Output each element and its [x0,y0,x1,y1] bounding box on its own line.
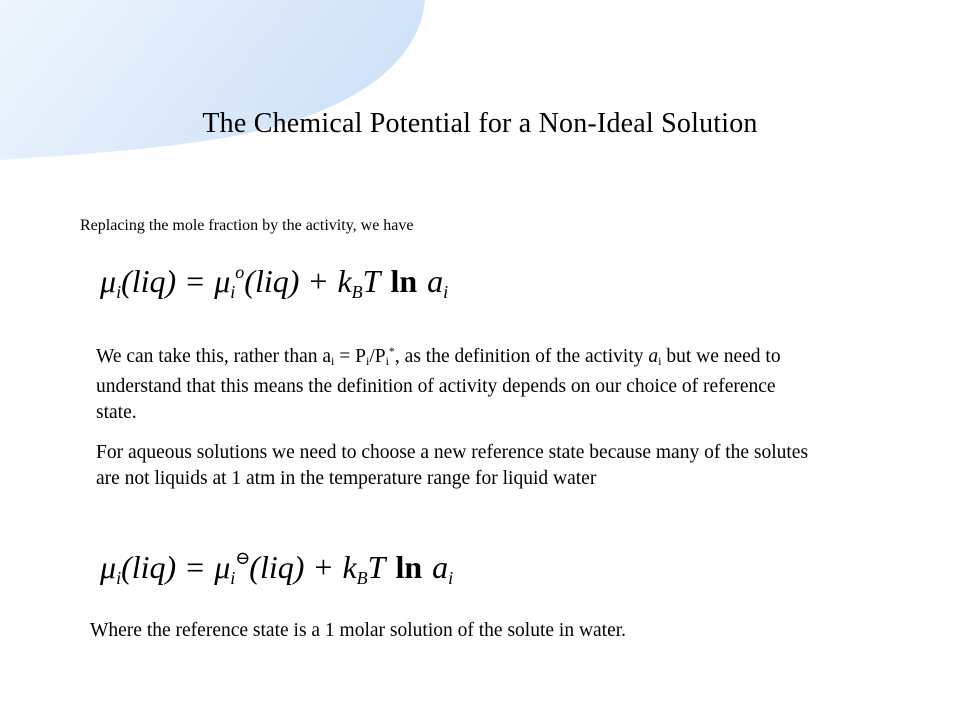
subscript-i: i [116,568,122,588]
subscript-i: i [116,282,122,302]
equation-chemical-potential-standard [100,262,448,303]
subscript-i: i [230,282,236,302]
p1-text-4: , as the definition of the activity [394,346,649,367]
subscript-b: B [356,568,368,588]
paragraph-activity-definition [96,338,816,426]
liq-term: (liq) [249,549,305,585]
plimsoll-superscript: ⊖ [235,548,251,568]
liq-term: (liq) [244,263,300,299]
boltzmann-k: k [342,549,357,585]
temperature-t: T [362,263,381,299]
subscript-i: i [443,282,449,302]
ln-operator: ln [395,549,423,585]
p1-text-3: /P [369,346,386,367]
p1-text-5: but we need to understand that this means the definition of activity depends on our choice of reference state. [96,346,781,423]
subscript-i: i [448,568,454,588]
equals-sign: = [186,549,205,585]
activity-a: a [427,263,444,299]
liq-term: (liq) [121,549,177,585]
equals-sign: = [186,263,205,299]
paragraph-aqueous-reference: For aqueous solutions we need to choose a new reference state because many of the solutes are not liquids at 1 atm in the temperature range for liquid water [96,442,809,489]
plus-sign: + [309,263,328,299]
slide-title: The Chemical Potential for a Non-Ideal Solution [202,108,758,139]
mu-symbol: μ [100,549,117,585]
activity-a: a [432,549,449,585]
mu-symbol: μ [100,263,117,299]
intro-text: Replacing the mole fraction by the activity, we have [80,217,414,234]
p1-text-1: We can take this, rather than a [96,346,332,367]
subscript-b: B [351,282,363,302]
ln-operator: ln [390,263,418,299]
p1-sub-2: i [365,354,370,368]
liq-term: (liq) [121,263,177,299]
p1-sub-4: i [658,354,662,368]
plus-sign: + [314,549,333,585]
p1-sub-3: i [385,354,389,368]
mu-symbol: μ [214,549,231,585]
subscript-i: i [230,568,236,588]
boltzmann-k: k [337,263,352,299]
p1-sub-1: i [331,354,335,368]
p1-sup-3: * [388,344,395,358]
p1-activity-var: a [648,346,659,367]
standard-superscript: o [235,262,245,282]
equation-chemical-potential-aqueous [100,548,453,589]
p1-text-2: = P [334,346,366,367]
footer-reference-state-note: Where the reference state is a 1 molar solution of the solute in water. [90,620,627,641]
mu-symbol: μ [214,263,231,299]
temperature-t: T [367,549,386,585]
